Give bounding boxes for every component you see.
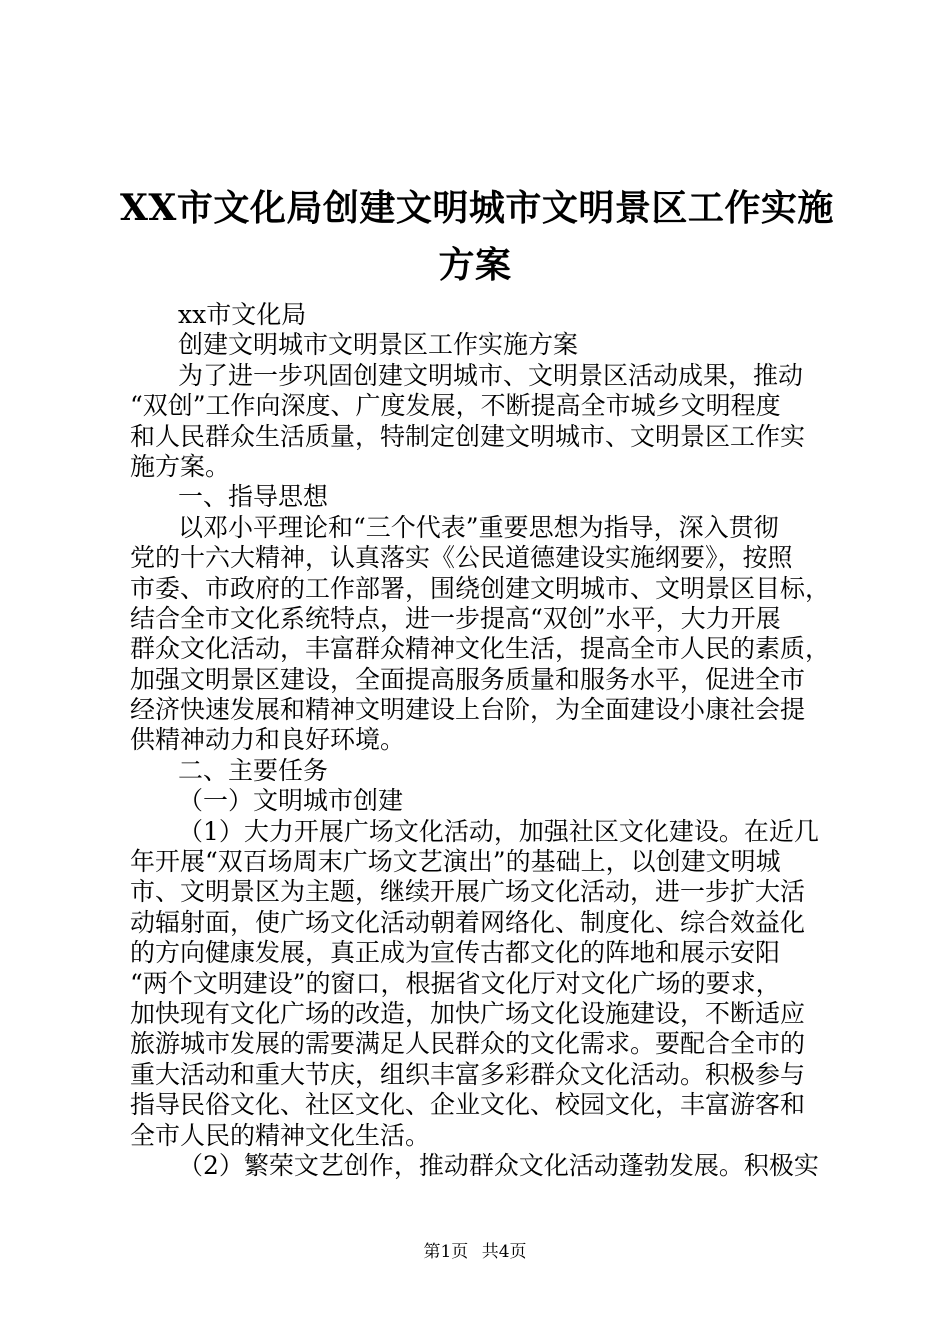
document-title-line-1: XX市文化局创建文明城市文明景区工作实施	[120, 187, 834, 229]
body-line: （一）文明城市创建	[178, 786, 404, 816]
body-line: 创建文明城市文明景区工作实施方案	[178, 330, 579, 360]
body-line: 二、主要任务	[178, 755, 329, 785]
body-line: 群众文化活动，丰富群众精神文化生活，提高全市人民的素质，	[130, 634, 830, 664]
body-line: 结合全市文化系统特点，进一步提高“双创”水平，大力开展	[130, 603, 781, 633]
document-title-line-2: 方案	[438, 244, 512, 286]
body-line: 经济快速发展和精神文明建设上台阶，为全面建设小康社会提	[130, 695, 806, 725]
body-line: 为了进一步巩固创建文明城市、文明景区活动成果，推动	[178, 360, 804, 390]
page-total: 共4页	[481, 1242, 527, 1262]
body-line: “双创”工作向深度、广度发展，不断提高全市城乡文明程度	[130, 391, 781, 421]
body-line: 和人民群众生活质量，特制定创建文明城市、文明景区工作实	[130, 421, 806, 451]
body-line: （2）繁荣文艺创作，推动群众文化活动蓬勃发展。积极实	[178, 1150, 819, 1180]
page-footer	[0, 1244, 950, 1261]
body-line: 旅游城市发展的需要满足人民群众的文化需求。要配合全市的	[130, 1029, 806, 1059]
body-line: 的方向健康发展，真正成为宣传古都文化的阵地和展示安阳	[130, 938, 781, 968]
body-line: 以邓小平理论和“三个代表”重要思想为指导，深入贯彻	[178, 512, 779, 542]
body-line: xx市文化局	[178, 300, 307, 329]
body-line: 年开展“双百场周末广场文艺演出”的基础上，以创建文明城	[130, 847, 781, 877]
body-line: （1）大力开展广场文化活动，加强社区文化建设。在近几	[178, 816, 819, 846]
body-line: 党的十六大精神，认真落实《公民道德建设实施纲要》，按照	[130, 543, 793, 573]
body-line: 市委、市政府的工作部署，围绕创建文明城市、文明景区目标，	[130, 573, 830, 603]
body-line: 加强文明景区建设，全面提高服务质量和服务水平，促进全市	[130, 664, 806, 694]
body-line: 全市人民的精神文化生活。	[130, 1120, 431, 1150]
body-line: 供精神动力和良好环境。	[130, 725, 406, 755]
body-line: 施方案。	[130, 451, 231, 481]
body-line: 一、指导思想	[178, 482, 329, 512]
body-line: 市、文明景区为主题，继续开展广场文化活动，进一步扩大活	[130, 877, 806, 907]
document-body	[130, 300, 830, 1181]
page-number: 第1页	[423, 1242, 469, 1262]
body-line: 重大活动和重大节庆，组织丰富多彩群众文化活动。积极参与	[130, 1059, 806, 1089]
body-line: 加快现有文化广场的改造，加快广场文化设施建设，不断适应	[130, 998, 806, 1028]
body-line: 指导民俗文化、社区文化、企业文化、校园文化，丰富游客和	[130, 1090, 806, 1120]
body-line: 动辐射面，使广场文化活动朝着网络化、制度化、综合效益化	[130, 907, 806, 937]
body-line: “两个文明建设”的窗口，根据省文化厅对文化广场的要求，	[130, 968, 781, 998]
